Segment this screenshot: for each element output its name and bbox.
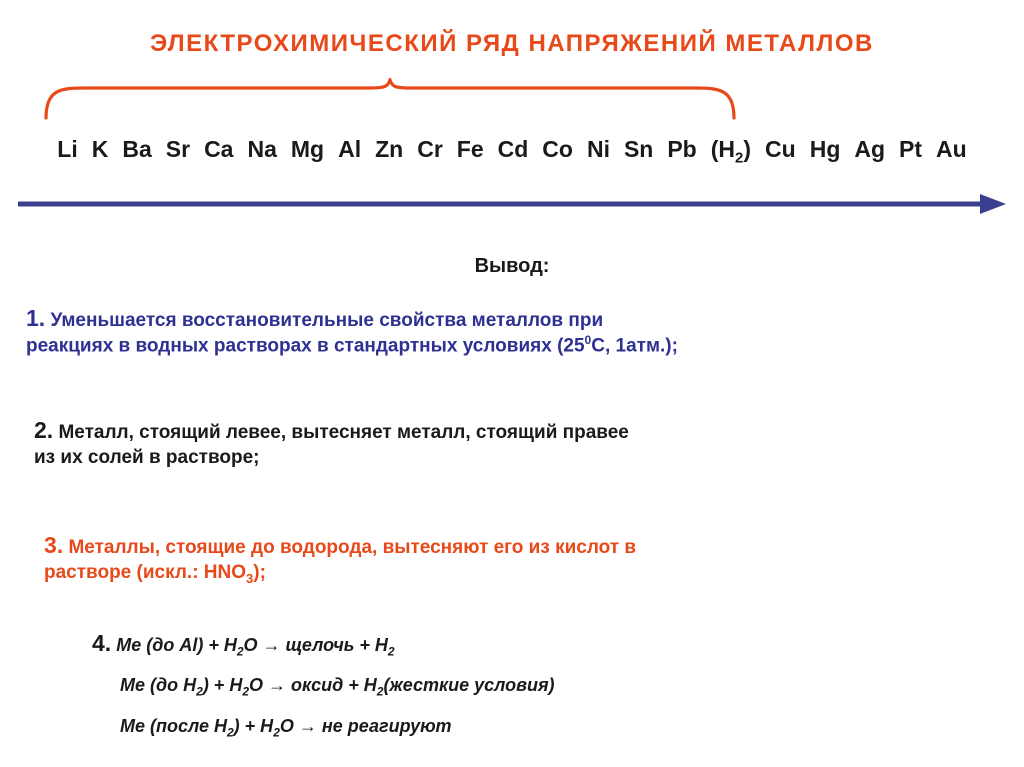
item-1-number: 1. (26, 305, 46, 331)
eq3-sub-2: 2 (273, 725, 280, 740)
series-item: Ca (204, 136, 234, 162)
series-item: Al (338, 136, 362, 162)
series-item-hydrogen: $(H_2)$ (710, 136, 752, 167)
item-3-line-1: Металлы, стоящие до водорода, вытесняют его из кислот в (68, 537, 637, 558)
brace-icon (40, 78, 740, 120)
conclusion-item-3 (44, 530, 994, 587)
arrow-right-icon (18, 192, 1008, 222)
metal-series (0, 136, 1024, 167)
series-item: Pt (899, 136, 923, 162)
item-4-equation-1-row (92, 628, 992, 660)
conclusion-item-4 (92, 628, 992, 741)
eq1-sub-1: 2 (236, 644, 244, 659)
eq2-part-c: O → оксид + H (249, 675, 377, 696)
series-item: Ag (854, 136, 886, 162)
series-item: Cr (417, 136, 443, 162)
item-4-equation-3 (120, 715, 452, 740)
item-3-number: 3. (44, 532, 64, 558)
item-3-subscript: 3 (246, 571, 254, 587)
series-item: Zn (375, 136, 404, 162)
series-item: Pb (667, 136, 697, 162)
series-item: Hg (809, 136, 841, 162)
eq2-part-b: ) + H (202, 675, 243, 696)
series-item: Ba (122, 136, 152, 162)
series-item: Co (542, 136, 573, 162)
item-1-superscript: 0 (584, 333, 592, 348)
eq3-part-b: ) + H (233, 715, 274, 736)
item-4-equation-2 (120, 675, 555, 700)
item-4-equation-3-row (120, 715, 992, 741)
direction-arrow (18, 192, 1008, 222)
conclusion-item-1 (26, 303, 1001, 359)
item-3-line-2-a: растворе (искл.: HNO (44, 562, 247, 584)
item-4-number: 4. (92, 630, 112, 656)
series-item: Sn (623, 136, 654, 162)
series-item: Fe (456, 136, 484, 162)
series-item: Ni (586, 136, 610, 162)
item-1-line-1: Уменьшается восстановительные свойства металлов при (50, 310, 604, 331)
eq1-sub-2: 2 (387, 644, 395, 659)
brace-decoration (40, 78, 740, 120)
eq2-sub-1: 2 (196, 685, 203, 700)
item-2-line-2: из их солей в растворе; (34, 447, 260, 469)
eq1-part-a: Ме (до Al) + H (116, 635, 237, 655)
item-2-number: 2. (34, 417, 54, 443)
conclusion-item-2 (34, 415, 994, 470)
item-1-line-2-b: С, 1атм.); (591, 335, 678, 357)
eq3-part-a: Ме (после H (120, 715, 227, 736)
series-item: Na (247, 136, 277, 162)
eq2-sub-2: 2 (242, 685, 250, 700)
series-item: Cd (497, 136, 529, 162)
series-item: Sr (165, 136, 191, 162)
series-item: Li (57, 136, 78, 162)
item-1-line-2-a: реакциях в водных растворах в стандартных условиях (25 (26, 335, 585, 357)
item-2-line-1: Металл, стоящий левее, вытесняет металл, стоящий правее (58, 422, 629, 443)
series-item: Mg (290, 136, 325, 162)
eq2-sub-3: 2 (376, 685, 384, 700)
conclusion-label: Вывод: (474, 255, 550, 277)
series-item: K (91, 136, 109, 162)
item-4-equation-1 (116, 635, 395, 659)
eq2-part-a: Ме (до H (120, 675, 197, 696)
eq3-part-c: O → не реагируют (279, 715, 452, 736)
item-3-line-2-b: ); (253, 562, 266, 584)
eq3-sub-1: 2 (226, 725, 234, 740)
item-4-equation-2-row (120, 674, 992, 700)
series-item: Au (936, 136, 967, 162)
eq1-part-b: O → щелочь + H (243, 635, 388, 655)
series-item: Cu (765, 136, 796, 162)
series-subscript: 2 (735, 149, 744, 167)
eq2-part-d: (жесткие условия) (383, 675, 555, 696)
page-title: ЭЛЕКТРОХИМИЧЕСКИЙ РЯД НАПРЯЖЕНИЙ МЕТАЛЛОВ (150, 30, 874, 57)
